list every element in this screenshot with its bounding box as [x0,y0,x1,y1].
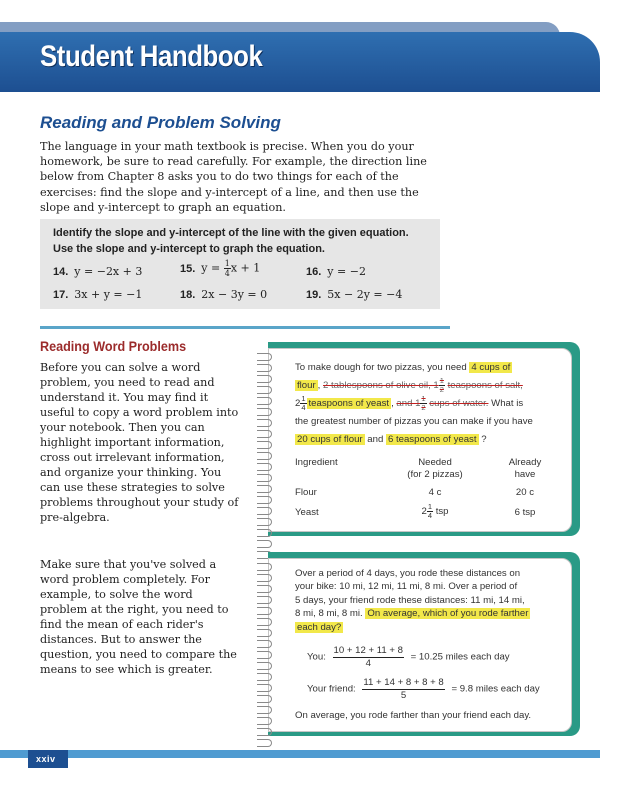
notebook-card [268,558,572,732]
exercise-item: 17. 3x + y = −1 [53,288,143,301]
table-row: Yeast [295,507,319,518]
fraction: $\frac{11 + 14 + 8 + 8 + 8}{5}$ [363,677,444,701]
section-divider [40,326,450,329]
exercise-item: 18. 2x − 3y = 0 [180,288,268,301]
section-title: Reading and Problem Solving [40,113,281,132]
word-problem-text: Over a period of 4 days, you rode these distances on your bike: 10 mi, 12 mi, 11 mi, 8 mi. Over a period of 5 days, your friend rode these distances: 11 mi, 14 mi, 8 mi, 8 mi, 8 mi. On average, which of you rode farther each day? [295,568,529,633]
exercise-item: 14. y = −2x + 3 [53,265,143,278]
direction-line: Identify the slope and y-intercept of the line with the given equation. Use the slope and y-intercept to graph the equation. [53,227,409,255]
mean-calc-you: You: $\frac{10 + 12 + 11 + 8}{4}$ = 10.25 miles each day [307,645,510,669]
conclusion-text: On average, you rode farther than your friend each day. [295,710,532,721]
body-paragraph: Make sure that you've solved a word problem completely. For example, to solve the word problem at the right, you need to find the mean of each rider's distances. But to answer the question, you need to compare the means to see which is greater. [40,558,237,676]
fraction: $\frac{1}{2}$ [421,394,426,413]
ingredient-table: Ingredient Needed (for 2 pizzas) Already have Flour 4 c 20 c Yeast 2 $\frac{1}{4}$ tsp 6 tsp [295,457,542,520]
spiral-binding [257,353,273,562]
footer-bar [0,750,600,758]
exercise-box [40,219,440,309]
page-number-tab [28,750,68,768]
fraction: $\frac{1}{4}$ [301,394,306,413]
page-number: xxiv [36,754,56,764]
handbook-title: Student Handbook [40,40,263,73]
exercise-item: 15. y = $\frac{1}{4}$ x + 1 [180,259,261,278]
body-paragraph: Before you can solve a word problem, you need to read and understand it. You may find it useful to copy a word problem into your notebook. Then you can highlight important information, cross out irrelevant information, and organize your thinking. You can use these strategies to solve problems throughout your study of pre-algebra. [40,361,239,524]
exercise-item: 16. y = −2 [306,265,366,278]
spiral-binding [257,563,273,761]
fraction: $\frac{1}{4}$ [427,502,433,520]
fraction: $\frac{10 + 12 + 11 + 8}{4}$ [333,645,403,669]
header-banner [0,32,600,92]
word-problem-text: To make dough for two pizzas, you need 4 cups of flour , 2 tablespoons of olive oil, 1 $\frac{1}{2}$ teaspoons of salt, 2 $\frac{1}{4}$ teaspoons of yeast , and 1 $\frac{1}{2}$ cups of water. What is the greatest number of pizzas you can make if you have 20 cups of flour and 6 teaspoons of yeast ? [295,362,533,446]
notebook-card [268,348,572,532]
fraction: $\frac{1}{2}$ [439,376,444,394]
intro-paragraph: The language in your math textbook is precise. When you do your homework, be sure to read carefully. For example, the direction line below from Chapter 8 asks you to do two things for each of the exercises: find the slope and y-intercept of a line, and then use the slope and y-intercept to graph an equation. [40,140,427,214]
table-row: Flour [295,487,317,498]
fraction: $\frac{1}{4}$ [224,259,230,278]
exercise-item: 19. 5x − 2y = −4 [306,288,403,301]
subsection-title: Reading Word Problems [40,338,187,354]
mean-calc-friend: Your friend: $\frac{11 + 14 + 8 + 8 + 8}{5}$ = 9.8 miles each day [307,677,540,701]
